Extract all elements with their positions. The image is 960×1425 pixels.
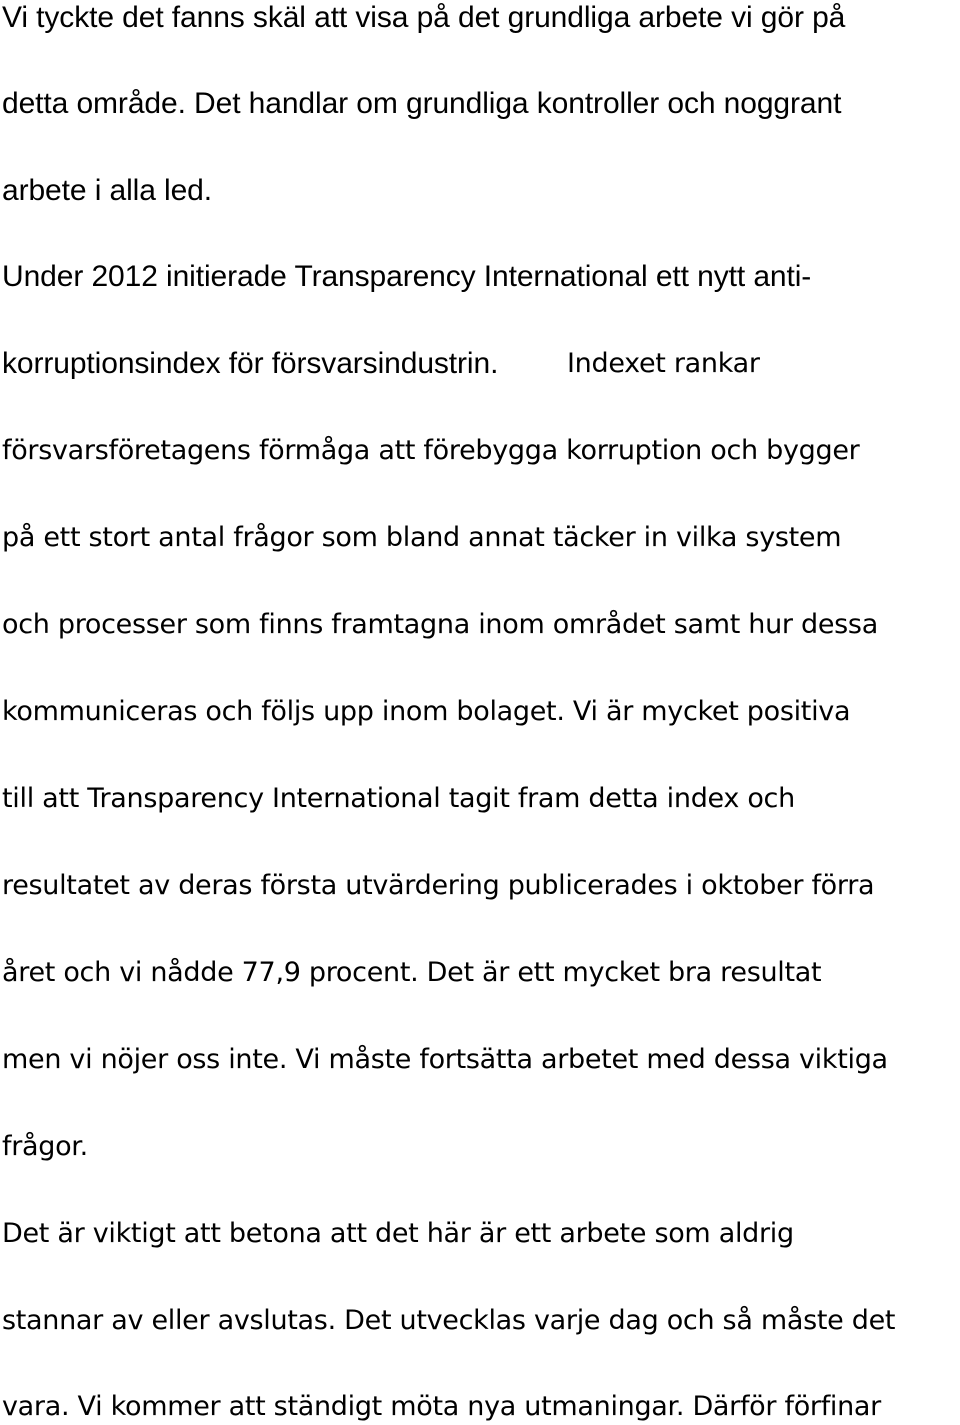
text-line: detta område. Det handlar om grundliga kontroller och noggrant: [2, 87, 842, 120]
text-line: året och vi nådde 77,9 procent. Det är ett mycket bra resultat: [2, 957, 822, 988]
text-line: men vi nöjer oss inte. Vi måste fortsätta arbetet med dessa viktiga: [2, 1044, 888, 1075]
text-line: kommuniceras och följs upp inom bolaget. Vi är mycket positiva: [2, 696, 851, 727]
text-line: på ett stort antal frågor som bland annat täcker in vilka system: [2, 522, 842, 553]
text-line: Vi tyckte det fanns skäl att visa på det grundliga arbete vi gör på: [2, 1, 846, 34]
text-line: försvarsföretagens förmåga att förebygga korruption och bygger: [2, 435, 860, 466]
text-line: Det är viktigt att betona att det här är ett arbete som aldrig: [2, 1218, 794, 1249]
text-line: resultatet av deras första utvärdering publicerades i oktober förra: [2, 870, 875, 901]
text-line: Under 2012 initierade Transparency International ett nytt anti-: [2, 260, 812, 293]
text-line: arbete i alla led.: [2, 174, 213, 207]
text-line: vara. Vi kommer att ständigt möta nya utmaningar. Därför förfinar: [2, 1391, 881, 1422]
text-line: till att Transparency International tagit fram detta index och: [2, 783, 795, 814]
text-line: stannar av eller avslutas. Det utvecklas varje dag och så måste det: [2, 1305, 896, 1336]
text-line: frågor.: [2, 1131, 88, 1162]
text-line: och processer som finns framtagna inom området samt hur dessa: [2, 609, 878, 640]
text-line: korruptionsindex för försvarsindustrin.: [2, 347, 499, 380]
text-line: Indexet rankar: [567, 348, 760, 379]
